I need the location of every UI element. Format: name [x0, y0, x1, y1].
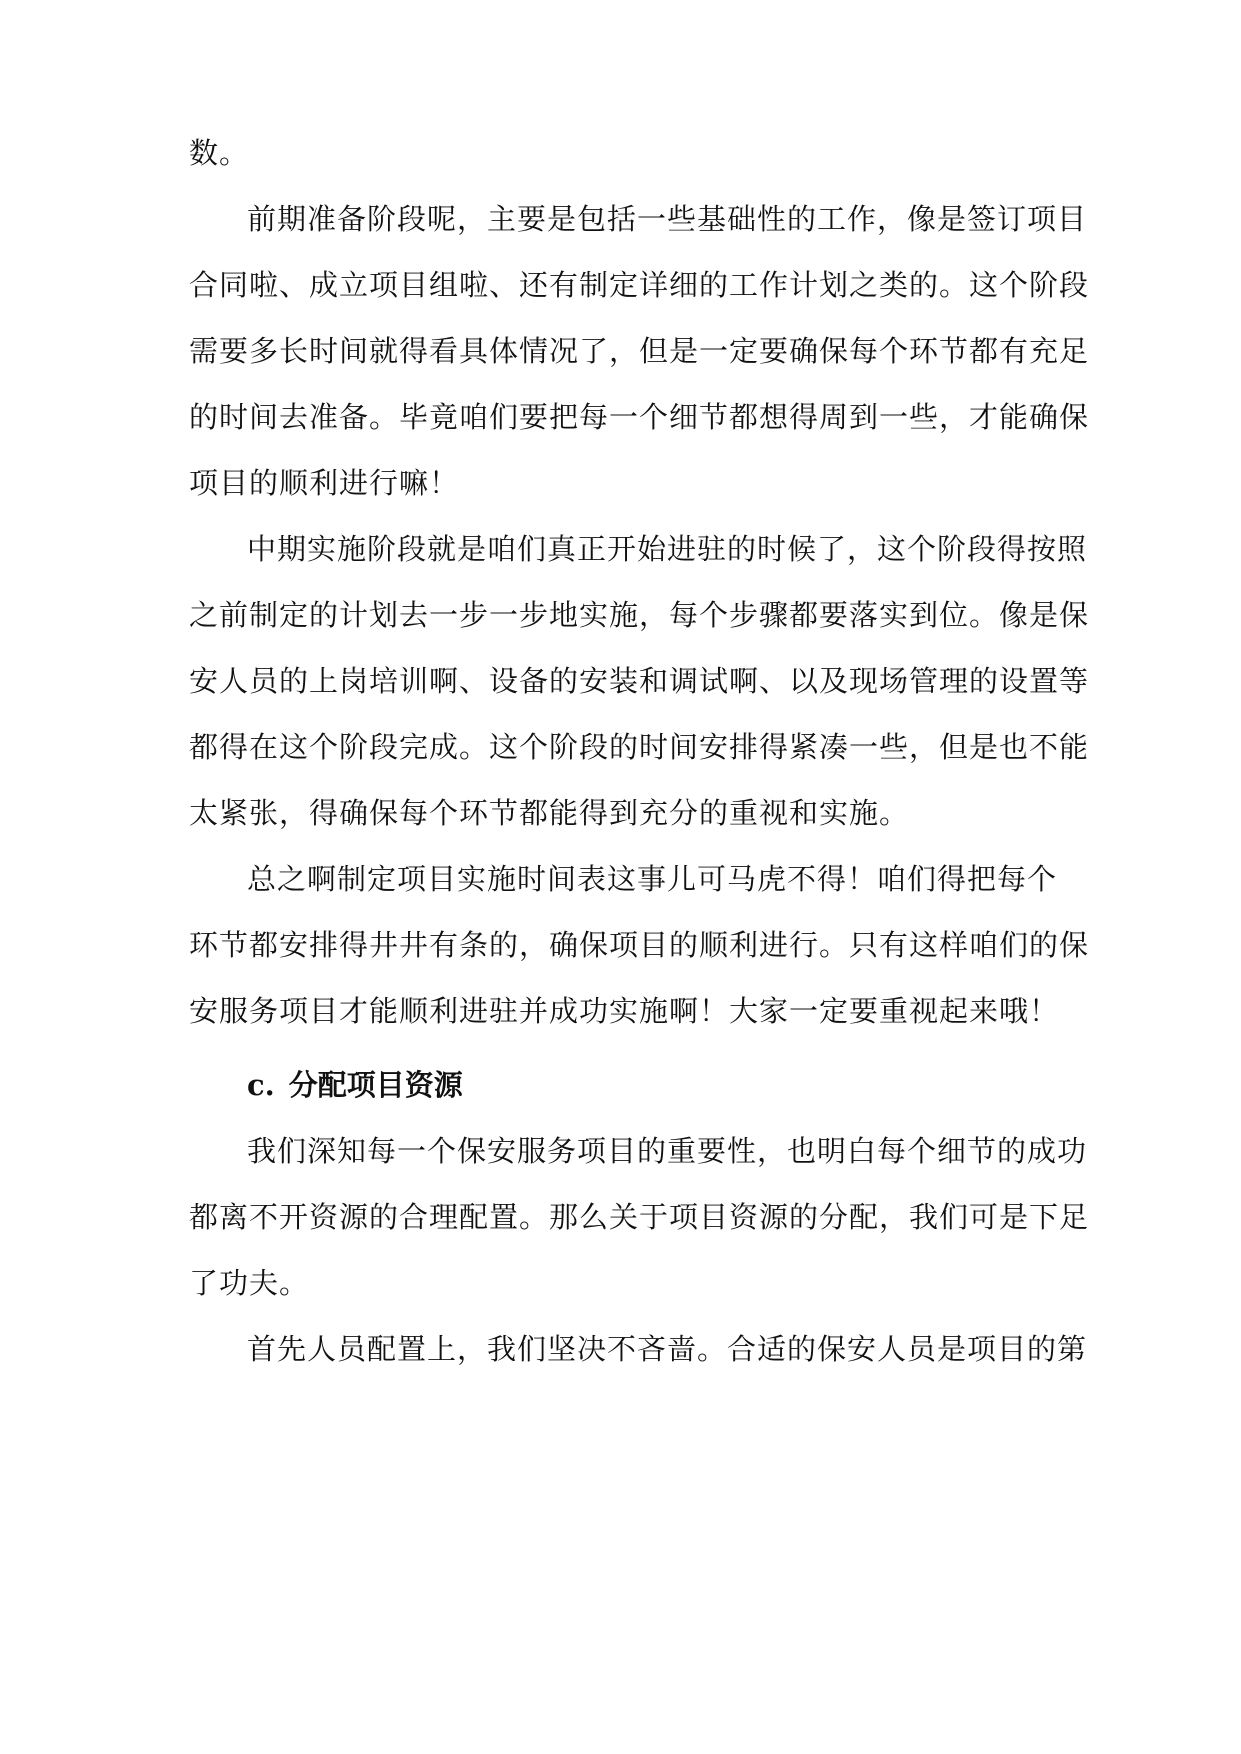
text-line: 首先人员配置上，我们坚决不吝啬。合适的保安人员是项目的第 [247, 1332, 1088, 1366]
text-line: 前期准备阶段呢，主要是包括一些基础性的工作，像是签订项目 [247, 202, 1088, 236]
text-line: 数。 [189, 136, 250, 170]
text-line: 合同啦、成立项目组啦、还有制定详细的工作计划之类的。这个阶段 [189, 268, 1090, 302]
text-line: 安人员的上岗培训啊、设备的安装和调试啊、以及现场管理的设置等 [189, 664, 1090, 698]
text-line: 的时间去准备。毕竟咱们要把每一个细节都想得周到一些，才能确保 [189, 400, 1090, 434]
text-line: 环节都安排得井井有条的，确保项目的顺利进行。只有这样咱们的保 [189, 928, 1090, 962]
text-line: 安服务项目才能顺利进驻并成功实施啊！大家一定要重视起来哦！ [189, 994, 1060, 1028]
section-heading [247, 1065, 463, 1105]
text-line: 了功夫。 [189, 1266, 310, 1300]
text-line: 之前制定的计划去一步一步地实施，每个步骤都要落实到位。像是保 [189, 598, 1090, 632]
text-line: 项目的顺利进行嘛！ [189, 466, 460, 500]
text-line: 都得在这个阶段完成。这个阶段的时间安排得紧凑一些，但是也不能 [189, 730, 1090, 764]
text-line: 太紧张，得确保每个环节都能得到充分的重视和实施。 [189, 796, 910, 830]
text-line: 总之啊制定项目实施时间表这事儿可马虎不得！咱们得把每个 [247, 862, 1058, 896]
section-heading-title: 分配项目资源 [288, 1068, 463, 1102]
text-line: 需要多长时间就得看具体情况了，但是一定要确保每个环节都有充足 [189, 334, 1090, 368]
text-line: 中期实施阶段就是咱们真正开始进驻的时候了，这个阶段得按照 [247, 532, 1088, 566]
text-line: 都离不开资源的合理配置。那么关于项目资源的分配，我们可是下足 [189, 1200, 1090, 1234]
text-line: 我们深知每一个保安服务项目的重要性，也明白每个细节的成功 [247, 1134, 1088, 1168]
section-heading-label: c. [247, 1068, 275, 1102]
